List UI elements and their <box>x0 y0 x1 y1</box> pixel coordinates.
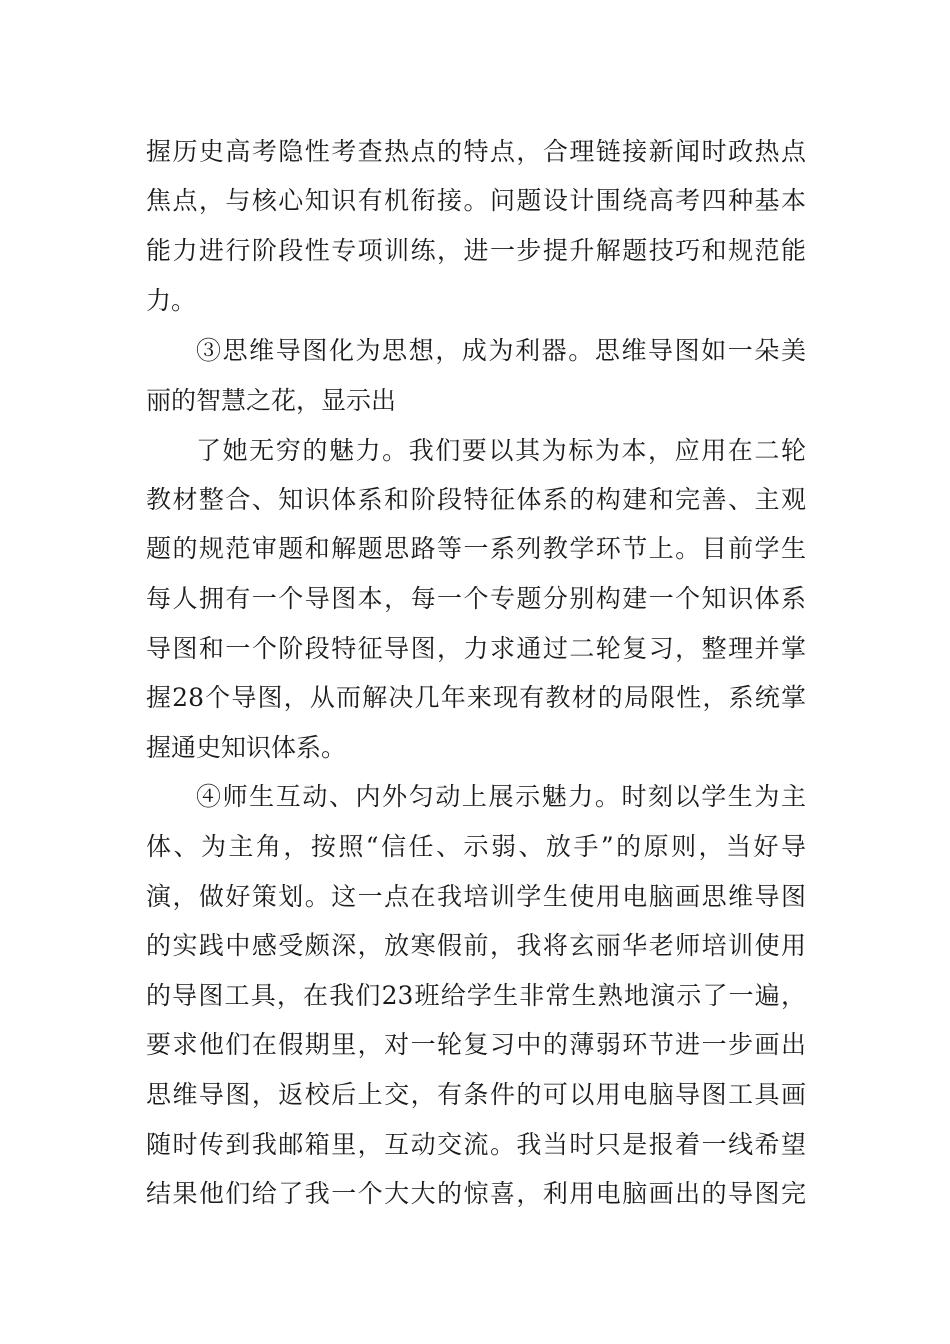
text-line: 体、为主角，按照“信任、示弱、放手”的原则，当好导 <box>146 832 806 861</box>
text-line: 焦点，与核心知识有机衔接。问题设计围绕高考四种基本 <box>146 186 806 215</box>
text-line: 握28个导图，从而解决几年来现有教材的局限性，系统掌 <box>146 683 806 712</box>
text-line: 思维导图，返校后上交，有条件的可以用电脑导图工具画 <box>146 1080 806 1109</box>
text-line: 演，做好策划。这一点在我培训学生使用电脑画思维导图 <box>146 882 806 911</box>
text-line: 教材整合、知识体系和阶段特征体系的构建和完善、主观 <box>146 485 806 514</box>
text-line: 力。 <box>146 286 197 315</box>
paragraph-start-line: ④师生互动、内外匀动上展示魅力。时刻以学生为主 <box>196 782 806 811</box>
text-line: 丽的智慧之花，显示出 <box>146 386 397 415</box>
text-line: 的实践中感受颇深，放寒假前，我将玄丽华老师培训使用 <box>146 931 806 960</box>
text-line: 导图和一个阶段特征导图，力求通过二轮复习，整理并掌 <box>146 634 806 663</box>
text-line: 题的规范审题和解题思路等一系列教学环节上。目前学生 <box>146 534 806 563</box>
text-line: 要求他们在假期里，对一轮复习中的薄弱环节进一步画出 <box>146 1030 806 1059</box>
text-line: 能力进行阶段性专项训练，进一步提升解题技巧和规范能 <box>146 236 806 265</box>
text-line: 握历史高考隐性考查热点的特点，合理链接新闻时政热点 <box>146 137 806 166</box>
paragraph-start-line: ③思维导图化为思想，成为利器。思维导图如一朵美 <box>196 336 806 365</box>
text-line: 结果他们给了我一个大大的惊喜，利用电脑画出的导图完 <box>146 1179 806 1208</box>
paragraph-start-line: 了她无穷的魅力。我们要以其为标为本，应用在二轮 <box>196 436 806 465</box>
text-line: 随时传到我邮箱里，互动交流。我当时只是报着一线希望 <box>146 1130 806 1159</box>
text-line: 的导图工具，在我们23班给学生非常生熟地演示了一遍， <box>146 981 806 1010</box>
text-line: 握通史知识体系。 <box>146 733 347 762</box>
text-line: 每人拥有一个导图本，每一个专题分别构建一个知识体系 <box>146 584 806 613</box>
